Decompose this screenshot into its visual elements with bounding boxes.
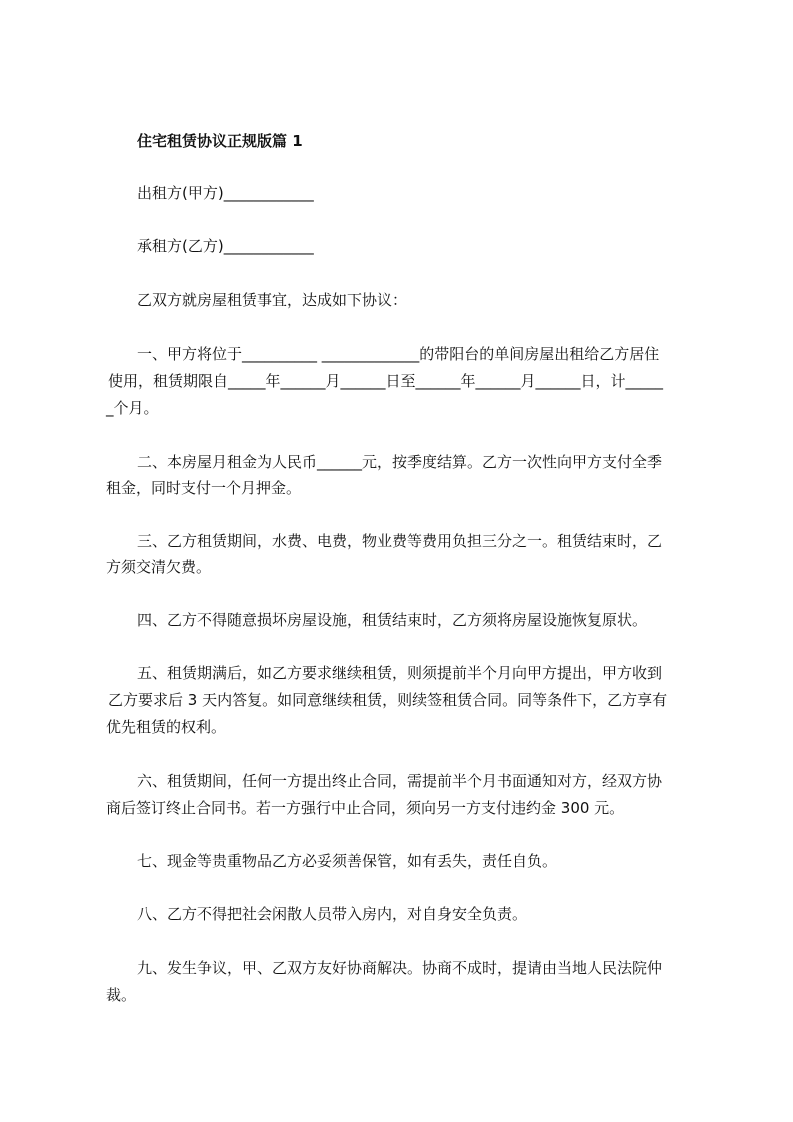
clause-6-line-1: 六、租赁期间，任何一方提出终止合同，需提前半个月书面通知对方，经双方协	[137, 772, 663, 790]
clause-2-line-1: 二、本房屋月租金为人民币______元，按季度结算。乙方一次性向甲方支付全季	[137, 453, 663, 471]
clause-5-line-2: 乙方要求后 3 天内答复。如同意继续租赁，则续签租赁合同。同等条件下，乙方享有	[108, 691, 668, 709]
clause-9-line-1: 九、发生争议，甲、乙双方友好协商解决。协商不成时，提请由当地人民法院仲	[137, 959, 663, 977]
clause-9-line-2: 裁。	[106, 986, 137, 1004]
lessor-line: 出租方(甲方)____________	[137, 184, 314, 202]
clause-8-line-1: 八、乙方不得把社会闲散人员带入房内，对自身安全负责。	[137, 905, 528, 923]
clause-2-line-2: 租金，同时支付一个月押金。	[106, 479, 302, 497]
intro-line: 乙双方就房屋租赁事宜，达成如下协议：	[137, 291, 408, 309]
clause-3-line-1: 三、乙方租赁期间，水费、电费，物业费等费用负担三分之一。租赁结束时，乙	[137, 532, 663, 550]
clause-6-line-2: 商后签订终止合同书。若一方强行中止合同，须向另一方支付违约金 300 元。	[106, 799, 625, 817]
lessee-line: 承租方(乙方)____________	[137, 237, 314, 255]
clause-5-line-3: 优先租赁的权利。	[106, 718, 227, 736]
document-title: 住宅租赁协议正规版篇 1	[137, 132, 303, 150]
clause-1-line-1: 一、甲方将位于__________ _____________的带阳台的单间房屋出租给乙方居住	[137, 345, 660, 363]
clause-3-line-2: 方须交清欠费。	[106, 558, 212, 576]
clause-1-line-2: 使用，租赁期限自_____年______月______日至______年______月______日，计_____	[108, 372, 664, 390]
clause-1-line-3: _个月。	[106, 399, 159, 417]
clause-5-line-1: 五、租赁期满后，如乙方要求继续租赁，则须提前半个月向甲方提出，甲方收到	[137, 664, 663, 682]
clause-7-line-1: 七、现金等贵重物品乙方必妥须善保管，如有丢失，责任自负。	[137, 852, 558, 870]
clause-4-line-1: 四、乙方不得随意损坏房屋设施，租赁结束时，乙方须将房屋设施恢复原状。	[137, 611, 648, 629]
